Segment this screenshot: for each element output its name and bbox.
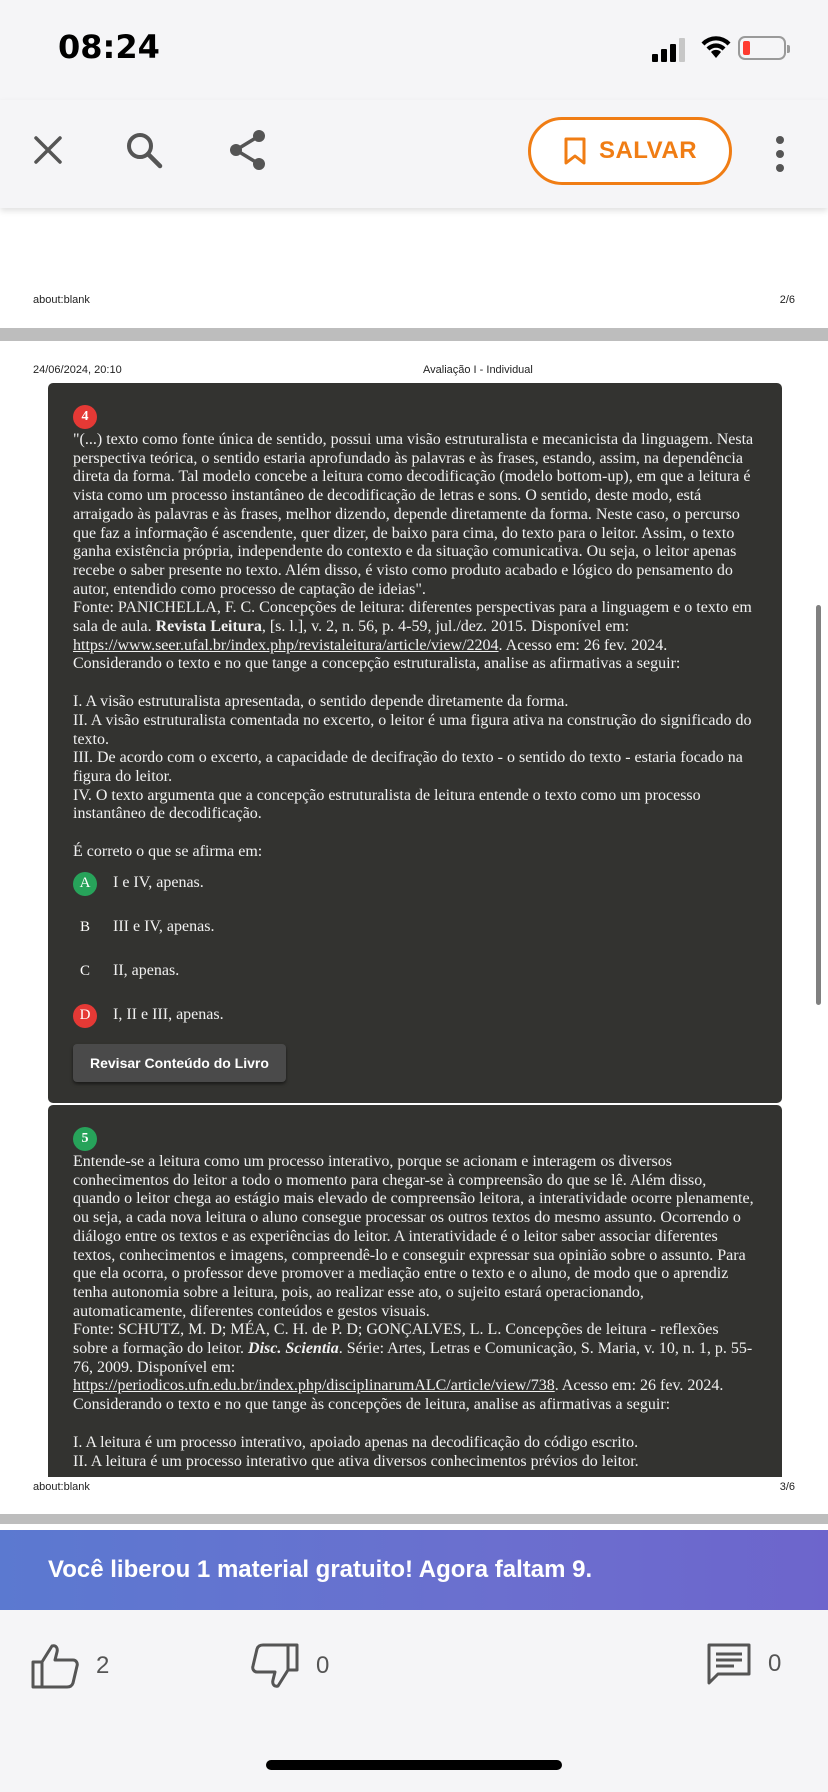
comment-icon: [706, 1642, 752, 1686]
top-toolbar: [0, 100, 828, 208]
scrollbar[interactable]: [816, 605, 821, 1005]
option-text: III e IV, apenas.: [113, 918, 215, 936]
footer-url: about:blank: [33, 1481, 90, 1493]
thumbs-up-icon: [30, 1642, 80, 1690]
option-b[interactable]: [73, 906, 757, 950]
more-options-icon[interactable]: [764, 132, 796, 176]
question-text: É correto o que se afirma em:: [73, 843, 263, 861]
footer-page-number: 2/6: [779, 294, 795, 306]
question-excerpt: "(...) texto como fonte única de sentido, possui uma visão estruturalista e mecanicista da linguagem. Nesta perspectiva teórica, o sentido estaria aprofundado às palavras e às frases, estando, assim, na dependência direta da forma. Tal modelo concebe a leitura como decodificação (modelo bottom-up), em que a leitura é vista como um processo instantâneo de decodificação de letras e sons. O sentido, deste modo, está arraigado às palavras e às frases, melhor dizendo, depende diretamente da forma. Neste caso, o percurso que faz a informação é ascendente, quer dizer, de baixo para cima, do texto para o leitor. Assim, o texto ganha existência própria, independente do contexto e da situação comunicativa. Ou seja, o leitor apenas recebe o saber presente no texto. Além disso, é visto como produto acabado e lógico do pensamento do autor, entendido como processo de captação de ideias".: [73, 431, 754, 598]
home-indicator[interactable]: [266, 1760, 562, 1770]
bookmark-icon: [563, 136, 587, 166]
option-text: I e IV, apenas.: [113, 874, 204, 892]
page-separator: [0, 1514, 828, 1524]
statement: IV. O texto argumenta que a concepção estruturalista de leitura entende o texto como um processo instantâneo de decodificação.: [73, 786, 701, 823]
question-prompt: Considerando o texto e no que tange às concepções de leitura, analise as afirmativas a seguir:: [73, 1396, 671, 1414]
source-link[interactable]: https://www.seer.ufal.br/index.php/revistaleitura/article/view/2204: [73, 636, 499, 654]
header-title: Avaliação I - Individual: [423, 364, 533, 376]
status-bar: [0, 0, 828, 100]
source-link[interactable]: https://periodicos.ufn.edu.br/index.php/disciplinarumALC/article/view/738: [73, 1377, 555, 1395]
comment-count: 0: [768, 1650, 782, 1677]
wifi-icon: [700, 34, 732, 65]
option-a[interactable]: [73, 862, 757, 906]
question-number: 5: [73, 1127, 97, 1151]
save-label: SALVAR: [598, 137, 698, 164]
banner-text: Você liberou 1 material gratuito! Agora faltam 9.: [48, 1556, 593, 1583]
option-letter: C: [79, 963, 90, 980]
search-icon[interactable]: [122, 128, 166, 172]
share-icon[interactable]: [226, 128, 270, 172]
page-footer: [0, 294, 828, 314]
save-button[interactable]: [528, 117, 732, 185]
like-button[interactable]: [30, 1642, 109, 1690]
statement: I. A visão estruturalista apresentada, o sentido depende diretamente da forma.: [73, 693, 569, 711]
statement: II. A leitura é um processo interativo que ativa diversos conhecimentos prévios do leitor.: [73, 1452, 639, 1470]
option-letter: B: [79, 919, 90, 936]
statement: II. A visão estruturalista comentada no excerto, o leitor é uma figura ativa na construção do significado do texto.: [73, 711, 752, 748]
question-source: Fonte: PANICHELLA, F. C. Concepções de leitura: diferentes perspectivas para a linguagem e o texto em sala de aula. Revista Leitura, [s. l.], v. 2, n. 56, p. 4-59, jul./dez. 2015. Disponível em: https://www.seer.ufal.br/index.php/revistaleitura/article/view/2204. Acesso em: 26 fev. 2024.: [73, 599, 752, 654]
dislike-button[interactable]: [250, 1642, 329, 1690]
review-content-button[interactable]: Revisar Conteúdo do Livro: [73, 1044, 286, 1083]
question-card: [48, 1105, 782, 1477]
question-prompt: Considerando o texto e no que tange a concepção estruturalista, analise as afirmativas a seguir:: [73, 655, 681, 673]
statement: I. A leitura é um processo interativo, apoiado apenas na decodificação do código escrito.: [73, 1433, 639, 1451]
question-card: [48, 383, 782, 1103]
footer-page-number: 3/6: [779, 1481, 795, 1493]
footer-url: about:blank: [33, 294, 90, 306]
statement: III. De acordo com o excerto, a capacidade de decifração do texto - o sentido do texto - estaria focado na figura do leitor.: [73, 749, 743, 785]
option-letter: A: [73, 872, 97, 896]
header-datetime: 24/06/2024, 20:10: [33, 364, 122, 376]
option-d[interactable]: [73, 994, 757, 1038]
question-source: Fonte: SCHUTZ, M. D; MÉA, C. H. de P. D; GONÇALVES, L. L. Concepções de leitura - reflexões sobre a formação do leitor. Disc. Scientia. Série: Artes, Letras e Comunicação, S. Maria, v. 10, n. 1, p. 55-76, 2009. Disponível em: https://periodicos.ufn.edu.br/index.php/disciplinarumALC/article/view/738. Acesso em: 26 fev. 2024.: [73, 1321, 753, 1395]
battery-icon: [738, 36, 786, 60]
status-time: 08:24: [58, 28, 160, 66]
dislike-count: 0: [316, 1652, 330, 1679]
option-text: II, apenas.: [113, 962, 180, 980]
question-excerpt: Entende-se a leitura como um processo interativo, porque se acionam e interagem os diversos conhecimentos do leitor a todo o momento para chegar-se à compreensão do que se lê. Além disso, quando o leitor chega ao estágio mais elevado de compreensão leitora, a interatividade ocorre plenamente, ou seja, a cada nova leitura o aluno consegue processar os outros textos do mesmo assunto. Ocorrendo o diálogo entre os textos e as experiências do leitor. A interatividade é o leitor saber associar diferentes textos, conhecimentos e imagens, compreendê-lo e conseguir expressar sua opinião sobre o assunto. Para que ela ocorra, o professor deve promover a mediação entre o texto e o aluno, de modo que o aprendiz tenha autonomia sobre a leitura, pois, ao realizar esse ato, o sujeito estará operacionando, automaticamente, diferentes conteúdos e gestos visuais.: [73, 1153, 754, 1320]
option-letter: D: [73, 1004, 97, 1028]
page-separator: [0, 328, 828, 341]
close-icon[interactable]: [26, 128, 70, 172]
cellular-signal-icon: [652, 36, 688, 62]
page-header: [0, 364, 828, 380]
option-text: I, II e III, apenas.: [113, 1006, 224, 1024]
option-c[interactable]: [73, 950, 757, 994]
comments-button[interactable]: [706, 1642, 781, 1686]
free-material-banner: [0, 1530, 828, 1610]
thumbs-down-icon: [250, 1642, 300, 1690]
page-footer: [0, 1481, 828, 1501]
question-number: 4: [73, 405, 97, 429]
like-count: 2: [96, 1652, 110, 1679]
